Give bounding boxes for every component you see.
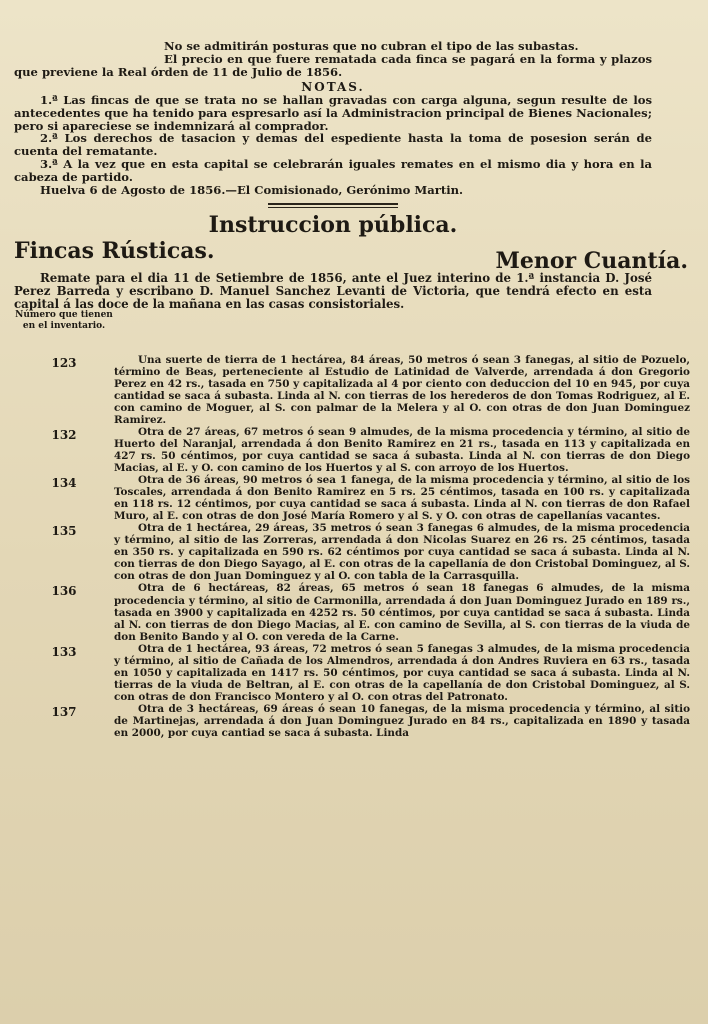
- nota-2: 2.ª Los derechos de tasacion y demas del espediente hasta la toma de posesion serán de cuenta del rematante.: [14, 131, 652, 159]
- entry-number: 134: [51, 476, 77, 491]
- notas-title: NOTAS.: [301, 79, 365, 94]
- list-item: [14, 353, 690, 426]
- top-line-2: El precio en que fuere rematada cada finca se pagará en la forma y plazos que previene la Real órden de 11 de Julio de 1856.: [14, 51, 652, 79]
- entry-text: Otra de 1 hectárea, 93 áreas, 72 metros ó sean 5 fanegas 3 almudes, de la misma procedencia y término, al sitio de Cañada de los Almendros, arrendada á don Andres Ruviera en 63 rs., tasada en 1050 y capitalizada en 1417 rs. 50 céntimos, por cuya cantidad se saca á subasta. Linda al N. tierras de la viuda de Beltran, al E. con otras de la capellanía de don Cristobal Dominguez, al S. con otras de don Francisco Montero y al O. con otras del Patronato.: [114, 642, 690, 703]
- signature-line: Huelva 6 de Agosto de 1856.—El Comisionado, Gerónimo Martin.: [40, 183, 464, 198]
- entry-text: Otra de 36 áreas, 90 metros ó sea 1 fanega, de la misma procedencia y término, al sitio de los Toscales, arrendada á don Benito Ramirez en 5 rs. 25 céntimos, tasada en 100 rs. y capitalizada en 118 rs. 12 céntimos, por cuya cantidad se saca á subasta. Linda al N. con tierras de don Rafael Muro, al E. con otras de don José María Romero y al S. y O. con otras de capellanías vacantes.: [114, 474, 690, 523]
- entry-text: Otra de 1 hectárea, 29 áreas, 35 metros ó sean 3 fanegas 6 almudes, de la misma procedencia y término, al sitio de las Zorreras, arrendada á don Nicolas Suarez en 26 rs. 25 céntimos, tasada en 350 rs. y capitalizada en 590 rs. 62 céntimos por cuya cantidad se saca á subasta. Linda al N. con tierras de don Diego Sayago, al E. con otras de la capellanía de don Cristobal Dominguez, al S. con otras de don Juan Dominguez y al O. con tabla de la Carrasquilla.: [114, 522, 690, 583]
- entry-text: Otra de 3 hectáreas, 69 áreas ó sean 10 fanegas, de la misma procedencia y término, al sitio de Martinejas, arrendada á don Juan Dominguez Jurado en 84 rs., capitalizada en 1890 y tasada en 2000, por cuya cantiad se saca á subasta. Linda: [114, 702, 690, 740]
- entry-number: 132: [51, 427, 77, 442]
- list-item: [14, 582, 690, 643]
- entry-text: Otra de 6 hectáreas, 82 áreas, 65 metros ó sean 18 fanegas 6 almudes, de la misma procedencia y término, al sitio de Carmonilla, arrendada á don Juan Dominguez Jurado en 189 rs., tasada en 3900 y capitalizada en 4252 rs. 50 céntimos, por cuya cantidad se saca á subasta. Linda al N. con tierras de don Diego Macias, al E. con camino de Sevilla, al S. con tierras de la viuda de don Benito Bando y al O. con vereda de la Carne.: [114, 582, 690, 643]
- top-line-1: No se admitirán posturas que no cubran el tipo de las subastas.: [164, 39, 579, 53]
- entries-list: [14, 353, 690, 740]
- entry-number: 123: [51, 355, 77, 370]
- auction-notice: Remate para el dia 11 de Setiembre de 1856, ante el Juez interino de 1.ª instancia D. José Perez Barreda y escribano D. Manuel Sanchez Levanti de Victoria, que tendrá efecto en esta capital á las doce de la mañana en las casas consistoriales.: [14, 270, 652, 312]
- right-heading: Menor Cuantía.: [495, 247, 688, 274]
- list-item: [14, 425, 690, 474]
- nota-3: 3.ª A la vez que en esta capital se celebrarán iguales remates en el mismo dia y hora en la cabeza de partido.: [14, 157, 652, 185]
- entry-number: 135: [51, 524, 77, 539]
- nota-1: 1.ª Las fincas de que se trata no se hallan gravadas con carga alguna, segun resulte de los antecedentes que ha tenido para espresarlo así la Administracion principal de Bienes Nacionales; pero si apareciese se indemnizará al comprador.: [14, 92, 652, 133]
- entry-number: 136: [51, 584, 77, 599]
- entry-number: 137: [51, 704, 77, 719]
- left-heading: Fincas Rústicas.: [14, 237, 215, 264]
- section-heads: [14, 237, 688, 274]
- list-item: [14, 474, 690, 523]
- list-item: [14, 522, 690, 583]
- entry-text: Otra de 27 áreas, 67 metros ó sean 9 almudes, de la misma procedencia y término, al sitio de Huerto del Naranjal, arrendada á don Benito Ramirez en 21 rs., tasada en 113 y capitalizada en 427 rs. 50 céntimos, por cuya cantidad se saca á subasta. Linda al N. con tierras de don Diego Macias, al E. y O. con camino de los Huertos y al S. con arroyo de los Huertos.: [114, 425, 690, 474]
- list-item: [14, 702, 690, 740]
- divider-rule: [268, 203, 398, 208]
- entry-number: 133: [51, 644, 77, 659]
- section-title: Instruccion pública.: [208, 211, 458, 238]
- entry-text: Una suerte de tierra de 1 hectárea, 84 áreas, 50 metros ó sean 3 fanegas, al sitio de Pozuelo, término de Beas, perteneciente al Estudio de Latinidad de Valverde, arrendada á don Gregorio Perez en 42 rs., tasada en 750 y capitalizada al 4 por ciento con deduccion del 10 en 945, por cuya cantidad se saca á subasta. Linda al N. con tierras de los herederos de don Tomas Rodriguez, al E. con camino de Moguer, al S. con palmar de la Melera y al O. con otras de don Juan Dominguez Ramirez.: [114, 353, 690, 426]
- number-column-heading: Número que tienen en el inventario.: [15, 309, 113, 331]
- list-item: [14, 642, 690, 703]
